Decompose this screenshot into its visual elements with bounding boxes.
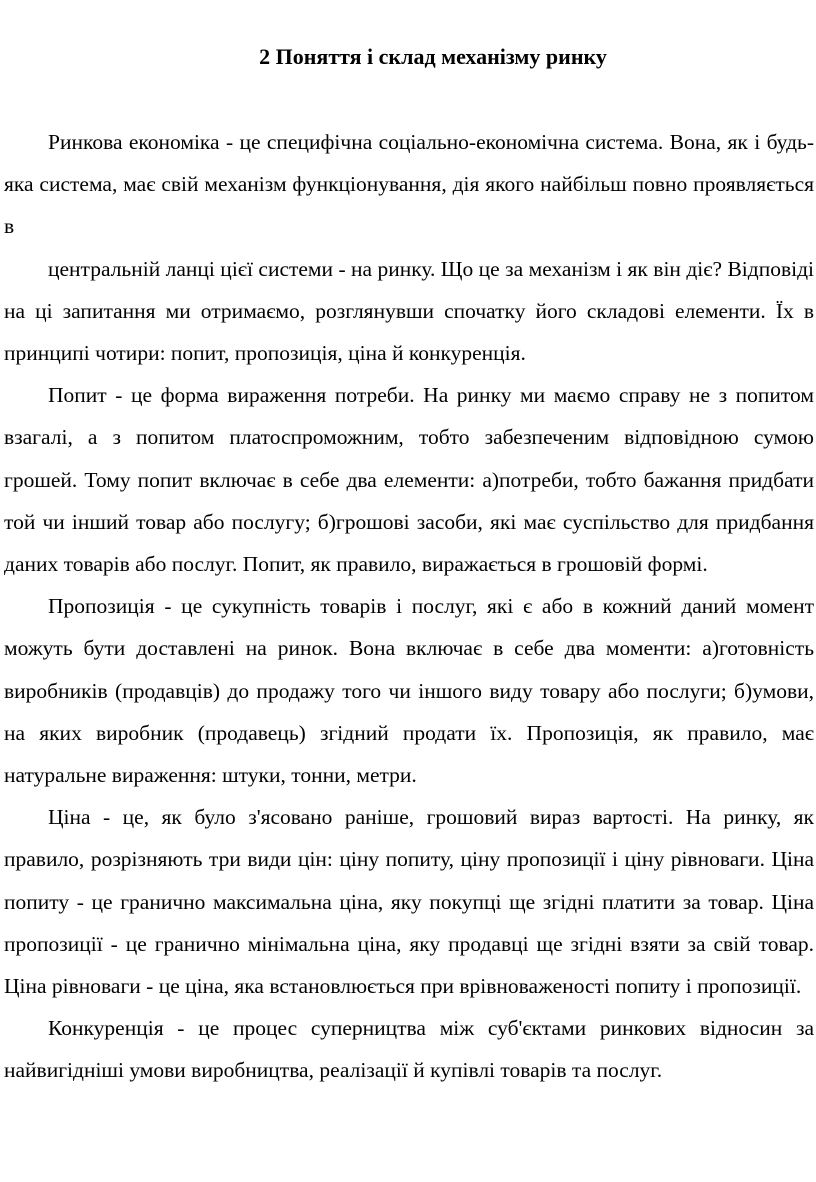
paragraph-supply: Пропозиція - це сукупність товарів і послуг, які є або в кожний даний момент можуть бути доставлені на ринок. Вона включає в себе два моменти: а)готовність виробників (продавців) до продажу того чи іншого виду товару або послуги; б)умови, на яких виробник (продавець) згідний продати їх. Пропозиція, як правило, має натуральне вираження: штуки, тонни, метри. — [4, 594, 814, 788]
paragraph-market-mechanism-elements: центральній ланці цієї системи - на ринку. Що це за механізм і як він діє? Відповіді на ці запитання ми отримаємо, розглянувши спочатку його складові елементи. Їх в принципі чотири: попит, пропозиція, ціна й конкуренція. — [4, 256, 814, 366]
paragraph-demand: Попит - це форма вираження потреби. На ринку ми маємо справу не з попитом взагалі, а з попитом платоспроможним, тобто забезпеченим відповідною сумою грошей. Тому попит включає в себе два елементи: а)потреби, тобто бажання придбати той чи інший товар або послугу; б)грошові засоби, які має суспільство для придбання даних товарів або послуг. Попит, як правило, виражається в грошовій формі. — [4, 383, 814, 577]
section-title: 2 Поняття і склад механізму ринку — [259, 44, 607, 69]
paragraph-market-economy-intro: Ринкова економіка - це специфічна соціально-економічна система. Вона, як і будь-яка система, має свій механізм функціонування, дія якого найбільш повно проявляється в — [4, 130, 814, 239]
paragraph-competition: Конкуренція - це процес суперництва між суб'єктами ринкових відносин за найвигідніші умови виробництва, реалізації й купівлі товарів та послуг. — [4, 1016, 814, 1083]
document-body — [4, 121, 814, 1092]
paragraph-price: Ціна - це, як було з'ясовано раніше, грошовий вираз вартості. На ринку, як правило, розрізняють три види цін: ціну попиту, ціну пропозиції і ціну рівноваги. Ціна попиту - це гранично максимальна ціна, яку покупці ще згідні платити за товар. Ціна пропозиції - це гранично мінімальна ціна, яку продавці ще згідні взяти за свій товар. Ціна рівноваги - це ціна, яка встановлюється при врівноваженості попиту і пропозиції. — [4, 805, 814, 999]
